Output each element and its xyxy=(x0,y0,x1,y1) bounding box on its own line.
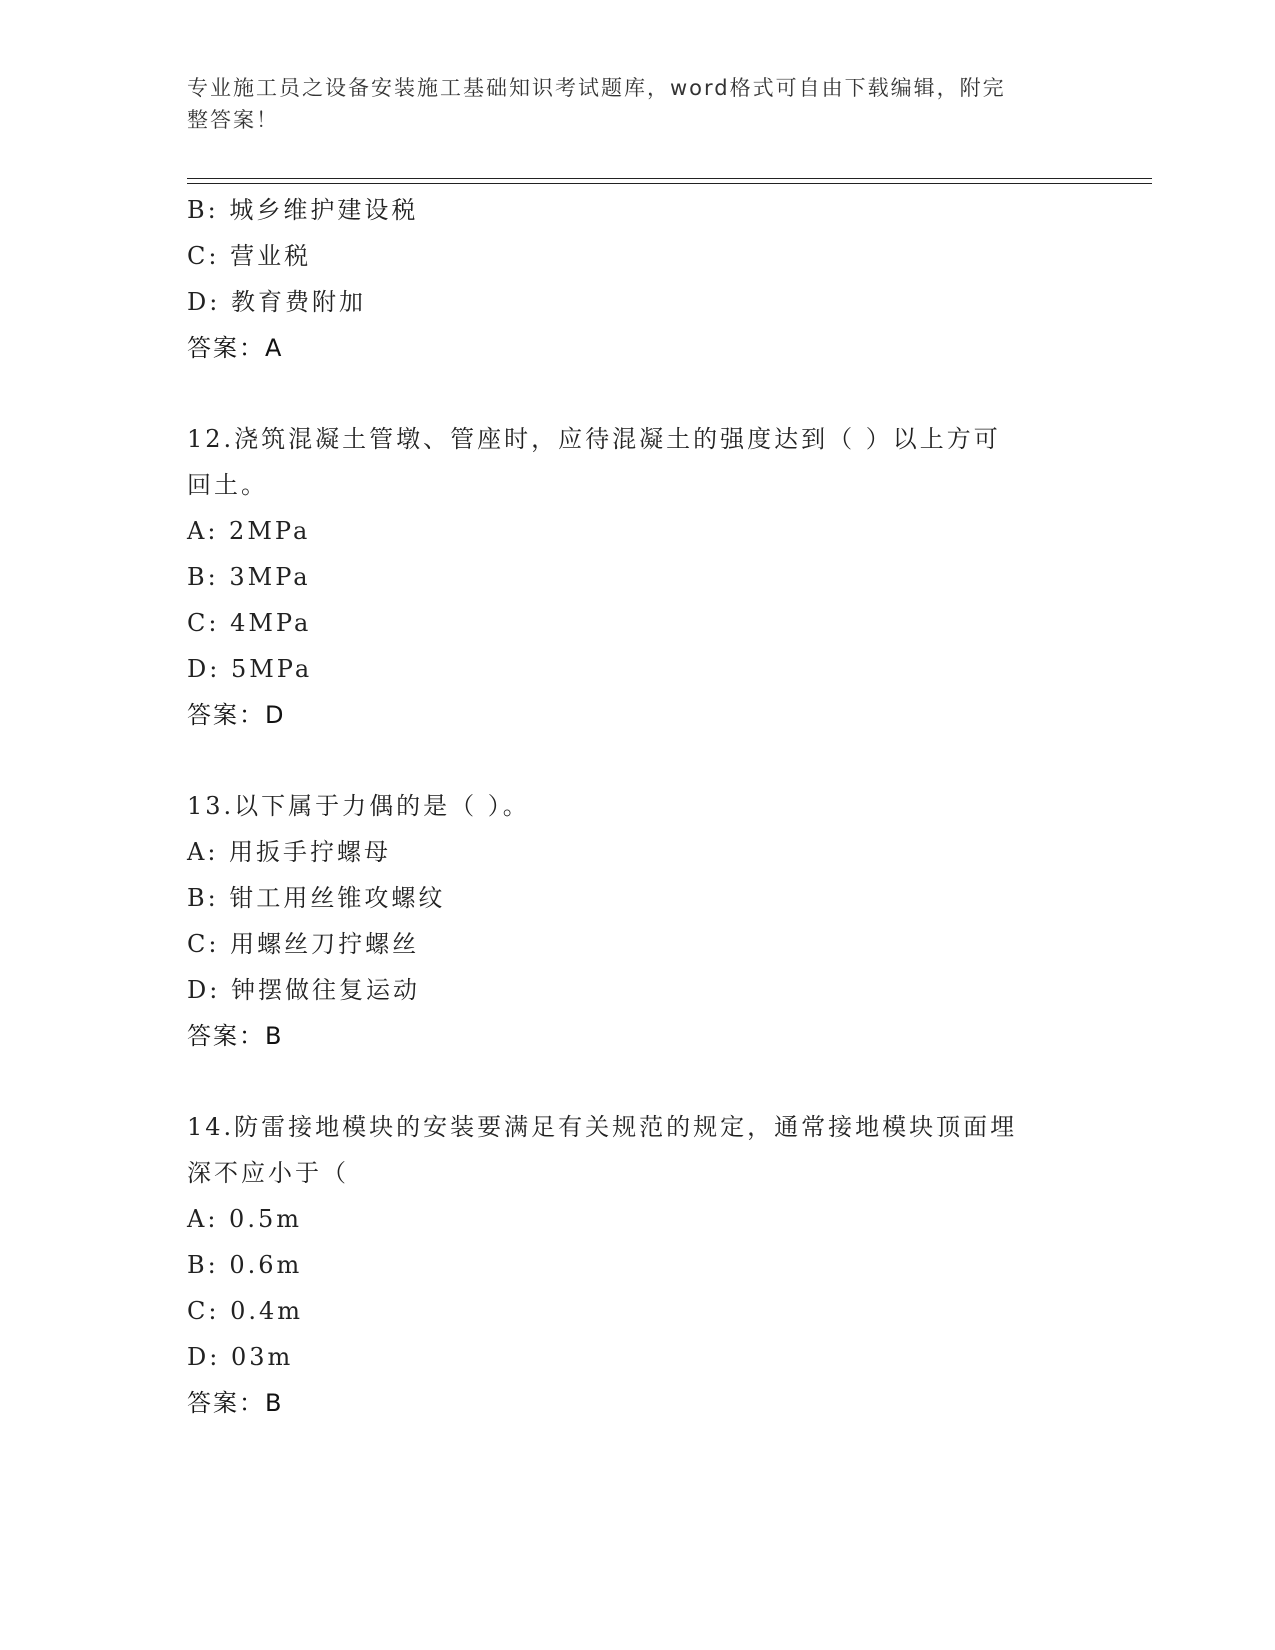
question-list xyxy=(187,187,1087,1426)
option-d: D: 03m xyxy=(187,1343,294,1371)
header-line-2: 整答案！ xyxy=(187,108,279,132)
answer-line: 答案：B xyxy=(187,1389,284,1417)
question-13 xyxy=(187,783,1087,1059)
option-d: D: 钟摆做往复运动 xyxy=(187,976,420,1004)
option-c: C: 0.4m xyxy=(187,1297,304,1325)
option-b: B: 城乡维护建设税 xyxy=(187,196,419,224)
option-b: B: 钳工用丝锥攻螺纹 xyxy=(187,884,446,912)
option-b: B: 0.6m xyxy=(187,1251,303,1279)
question-stem-continued: 深不应小于（ xyxy=(187,1159,349,1187)
header-line-1: 专业施工员之设备安装施工基础知识考试题库，word格式可自由下载编辑，附完 xyxy=(187,76,1006,100)
option-d: D: 教育费附加 xyxy=(187,288,366,316)
header-rule-bottom xyxy=(187,183,1152,184)
option-c: C: 用螺丝刀拧螺丝 xyxy=(187,930,420,958)
answer-line: 答案：A xyxy=(187,334,284,362)
option-d: D: 5MPa xyxy=(187,655,313,683)
question-stem-continued: 回土。 xyxy=(187,471,268,499)
header-rule-top xyxy=(187,178,1152,179)
option-c: C: 营业税 xyxy=(187,242,312,270)
option-a: A: 0.5m xyxy=(187,1205,302,1233)
question-stem: 12.浇筑混凝土管墩、管座时，应待混凝土的强度达到（ ）以上方可 xyxy=(187,425,1001,453)
answer-line: 答案：D xyxy=(187,701,286,729)
option-c: C: 4MPa xyxy=(187,609,312,637)
question-11 xyxy=(187,187,1087,371)
document-header xyxy=(187,72,1077,136)
option-a: A: 2MPa xyxy=(187,517,311,545)
answer-line: 答案：B xyxy=(187,1022,284,1050)
question-14 xyxy=(187,1104,1087,1426)
question-stem: 14.防雷接地模块的安装要满足有关规范的规定，通常接地模块顶面埋 xyxy=(187,1113,1018,1141)
question-stem: 13.以下属于力偶的是（ ）。 xyxy=(187,792,530,820)
option-a: A: 用扳手拧螺母 xyxy=(187,838,392,866)
option-b: B: 3MPa xyxy=(187,563,311,591)
question-12 xyxy=(187,416,1087,738)
